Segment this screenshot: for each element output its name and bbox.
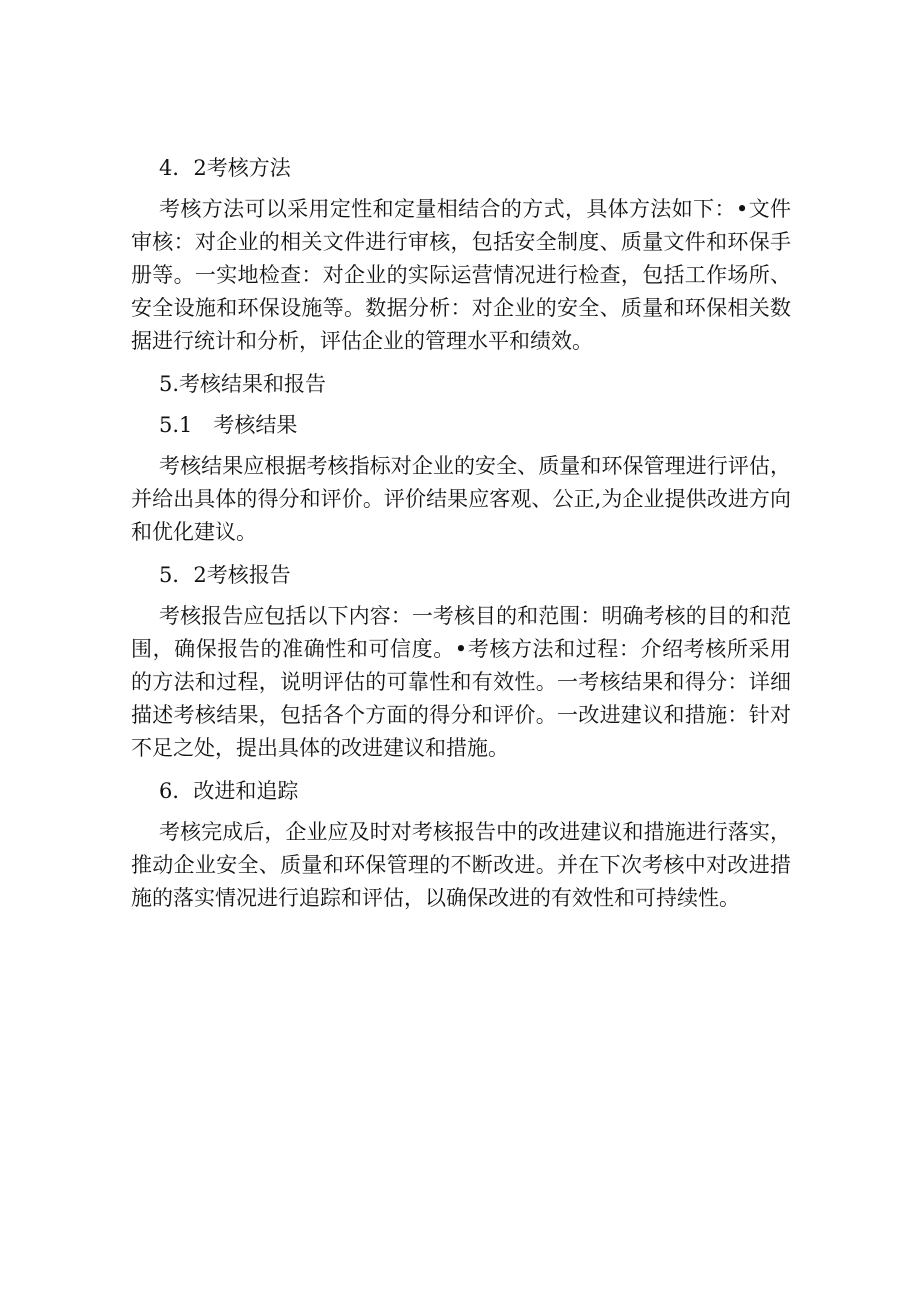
- document-page: [131, 152, 791, 925]
- section-heading-4-2: 4．2考核方法: [159, 156, 291, 180]
- section-body-4-2: 考核方法可以采用定性和定量相结合的方式，具体方法如下：•文件审核：对企业的相关文件进行审核，包括安全制度、质量文件和环保手册等。一实地检查：对企业的实际运营情况进行检查，包括工作场所、安全设施和环保设施等。数据分析：对企业的安全、质量和环保相关数据进行统计和分析，评估企业的管理水平和绩效。: [131, 197, 791, 353]
- section-body-5-2: 考核报告应包括以下内容：一考核目的和范围：明确考核的目的和范围，确保报告的准确性和可信度。•考核方法和过程：介绍考核所采用的方法和过程，说明评估的可靠性和有效性。一考核结果和得分：详细描述考核结果，包括各个方面的得分和评价。一改进建议和措施：针对不足之处，提出具体的改进建议和措施。: [131, 604, 791, 760]
- section-body-5-1: 考核结果应根据考核指标对企业的安全、质量和环保管理进行评估，并给出具体的得分和评价。评价结果应客观、公正,为企业提供改进方向和优化建议。: [131, 454, 791, 544]
- section-heading-5-1: 5.1 考核结果: [159, 413, 298, 437]
- section-heading-5: 5.考核结果和报告: [159, 372, 327, 396]
- section-body-6: 考核完成后，企业应及时对考核报告中的改进建议和措施进行落实，推动企业安全、质量和环保管理的不断改进。并在下次考核中对改进措施的落实情况进行追踪和评估，以确保改进的有效性和可持续性。: [131, 820, 791, 910]
- section-heading-5-2: 5．2考核报告: [159, 563, 291, 587]
- section-heading-6: 6．改进和追踪: [159, 779, 299, 803]
